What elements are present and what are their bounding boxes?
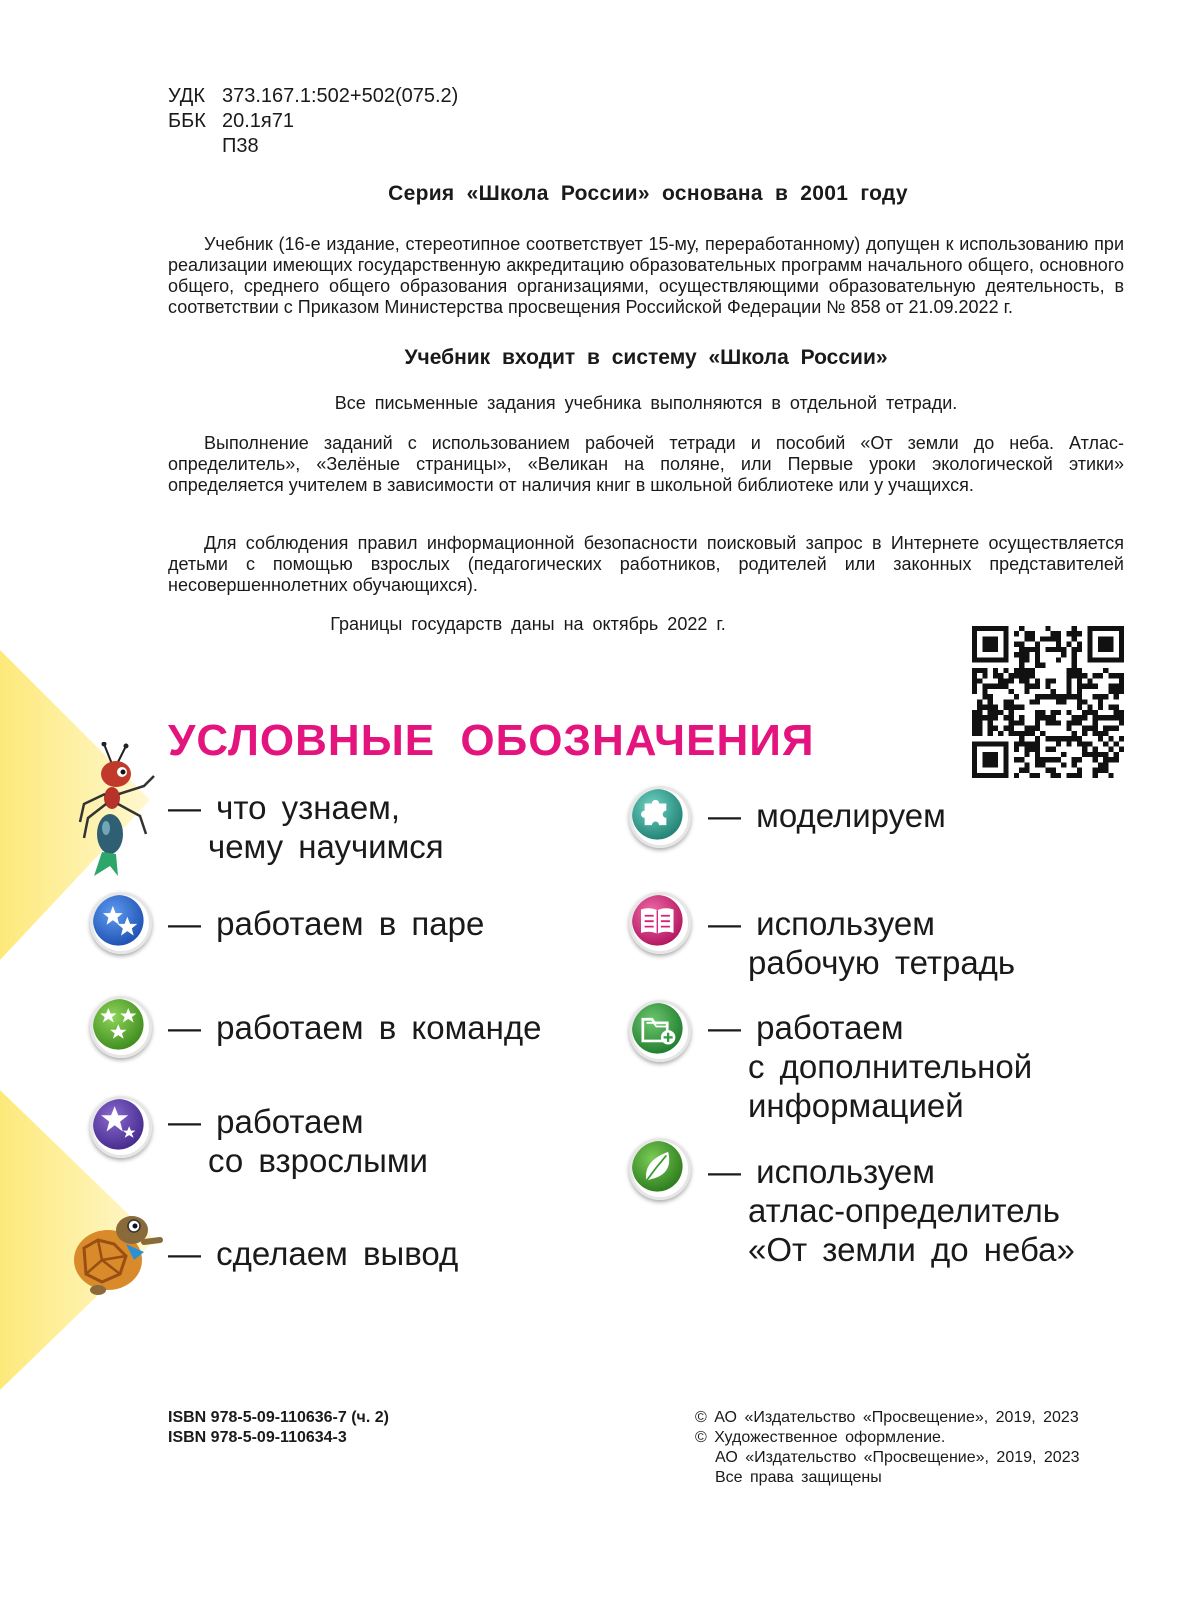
udk-label: УДК [168, 85, 206, 107]
system-title: Учебник входит в систему «Школа России» [404, 346, 888, 369]
borders-note: Границы государств даны на октябрь 2022 г. [330, 614, 726, 634]
isbn-set: ISBN 978-5-09-110634-3 [168, 1429, 347, 1446]
udk-value: 373.167.1:502+502(075.2) [222, 85, 459, 107]
legend-item-extra-info-line-3: информацией [748, 1087, 964, 1124]
turtle-icon [68, 1200, 164, 1300]
copyright-line-1: © АО «Издательство «Просвещение», 2019, 2023 [695, 1409, 1079, 1426]
legend-item-workbook-line-2: рабочую тетрадь [748, 944, 1016, 981]
legend-item-what-we-learn-line-2: чему научимся [208, 828, 444, 865]
legend-item-pair-work-line-1: — работаем в паре [168, 905, 485, 942]
legend-item-workbook [708, 904, 1015, 982]
copyright-block [695, 1408, 1080, 1488]
internet-note: Для соблюдения правил информационной безопасности поисковый запрос в Интернете осуществляется детьми с помощью взрослых (педагогических работников, родителей или законных представителей несовершеннолетних обучающихся). [168, 533, 1124, 595]
approval-text: Учебник (16-е издание, стереотипное соответствует 15-му, переработанному) допущен к использованию при реализации имеющих государственную аккредитацию образовательных программ начального общего, основного общего, среднего общего образования организациями, осуществляющими образовательную деятельность, в соответствии с Приказом Министерства просвещения Российской Федерации № 858 от 21.09.2022 г. [168, 234, 1124, 317]
approval-paragraph [168, 234, 1124, 318]
leaf-icon [629, 1138, 691, 1200]
series-title: Серия «Школа России» основана в 2001 году [388, 182, 908, 205]
copyright-line-2: © Художественное оформление. [695, 1429, 946, 1446]
qr-code [972, 626, 1124, 778]
legend-item-what-we-learn-line-1: — что узнаем, [168, 789, 401, 826]
workbook-icon [629, 892, 691, 954]
legend-item-team-work [168, 1008, 541, 1047]
legend-item-atlas-line-1: — используем [708, 1153, 935, 1190]
legend-item-atlas [708, 1152, 1075, 1269]
legend-item-atlas-line-3: «От земли до неба» [748, 1231, 1075, 1268]
bbk-value: 20.1я71 [222, 110, 295, 132]
adult-stars-icon [90, 1096, 152, 1158]
isbn-block [168, 1408, 389, 1448]
legend-item-adults-work-line-1: — работаем [168, 1103, 364, 1140]
copyright-line-4: Все права защищены [715, 1469, 882, 1486]
legend-item-team-work-line-1: — работаем в команде [168, 1009, 542, 1046]
legend-item-extra-info-line-1: — работаем [708, 1009, 904, 1046]
legend-item-conclusion-line-1: — сделаем вывод [168, 1235, 459, 1272]
legend-item-adults-work-line-2: со взрослыми [208, 1142, 428, 1179]
classification-codes [168, 84, 458, 159]
isbn-part: ISBN 978-5-09-110636-7 (ч. 2) [168, 1409, 389, 1426]
team-stars-icon [90, 996, 152, 1058]
workbook-note: Выполнение заданий с использованием рабочей тетради и пособий «От земли до неба. Атлас-определитель», «Зелёные страницы», «Великан на поляне, или Первые уроки экологической этики» определяется учителем в зависимости от наличия книг в школьной библиотеке или у учащихся. [168, 433, 1124, 495]
legend-item-atlas-line-2: атлас-определитель [748, 1192, 1060, 1229]
bbk-row [168, 109, 458, 134]
pair-stars-icon [90, 892, 152, 954]
legend-item-what-we-learn [168, 788, 444, 866]
legend-item-extra-info [708, 1008, 1032, 1125]
legend-item-adults-work [168, 1102, 428, 1180]
legend-title: УСЛОВНЫЕ ОБОЗНАЧЕНИЯ [168, 716, 815, 765]
workbook-paragraph [168, 433, 1124, 496]
legend-item-workbook-line-1: — используем [708, 905, 935, 942]
legend-item-modeling-line-1: — моделируем [708, 797, 946, 834]
legend-item-pair-work [168, 904, 484, 943]
internet-paragraph [168, 533, 1124, 596]
puzzle-icon [629, 786, 691, 848]
author-mark: П38 [222, 135, 259, 157]
udk-row [168, 84, 458, 109]
written-tasks-note: Все письменные задания учебника выполняются в отдельной тетради. [334, 393, 958, 413]
bbk-label: ББК [168, 110, 206, 132]
copyright-line-3: АО «Издательство «Просвещение», 2019, 2023 [715, 1449, 1080, 1466]
legend-item-modeling [708, 796, 946, 835]
ant-icon [74, 742, 160, 882]
folder-plus-icon [629, 1000, 691, 1062]
legend-item-conclusion [168, 1234, 458, 1273]
legend-item-extra-info-line-2: с дополнительной [748, 1048, 1033, 1085]
